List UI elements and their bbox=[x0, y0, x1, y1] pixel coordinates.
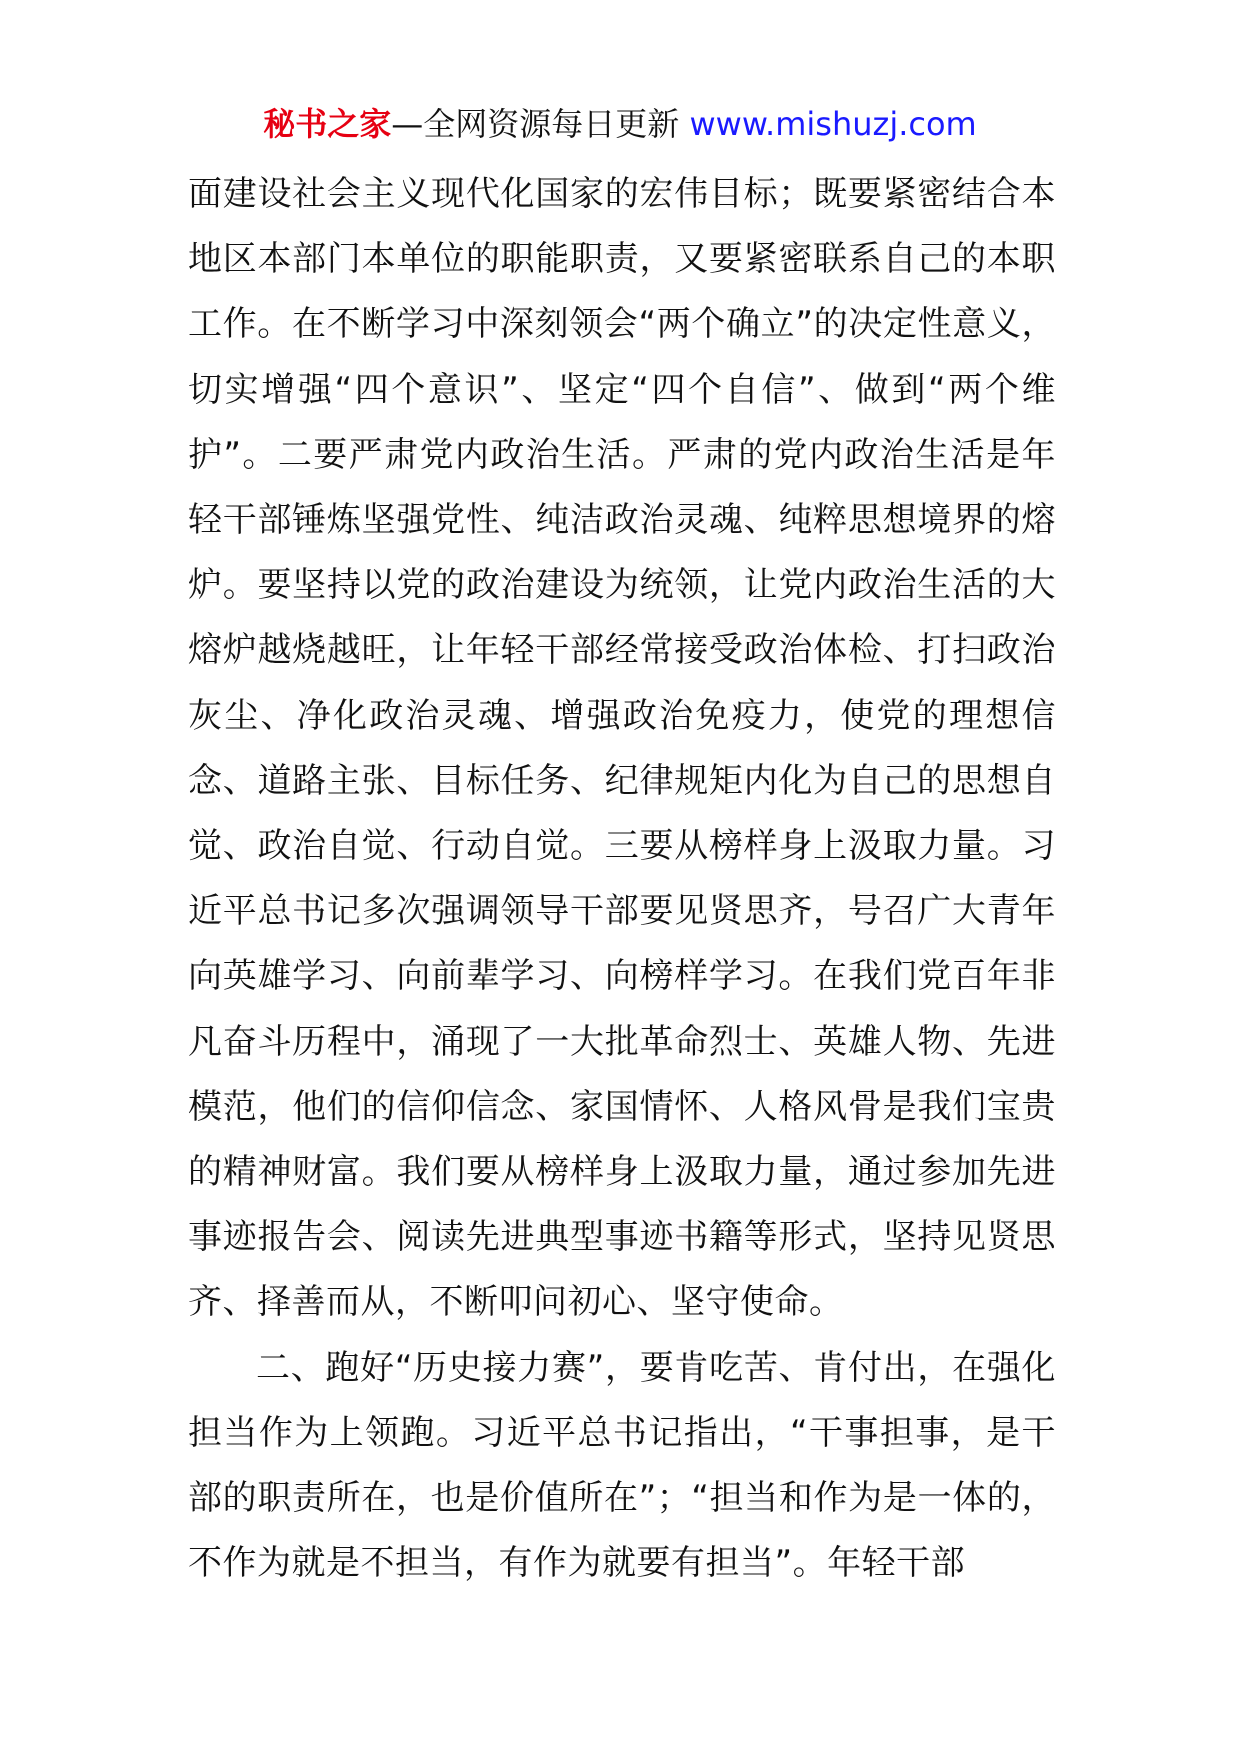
site-brand: 秘书之家 bbox=[263, 105, 392, 143]
site-tagline: —全网资源每日更新 bbox=[391, 105, 690, 143]
paragraph-section-two: 二、跑好“历史接力赛”，要肯吃苦、肯付出，在强化担当作为上领跑。习近平总书记指出，“干事担事，是干部的职责所在，也是价值所在”；“担当和作为是一体的，不作为就是不担当，有作为就要有担当”。年轻干部 bbox=[188, 1347, 1056, 1584]
paragraph-continued: 面建设社会主义现代化国家的宏伟目标；既要紧密结合本地区本部门本单位的职能职责，又要紧密联系自己的本职工作。在不断学习中深刻领会“两个确立”的决定性意义，切实增强“四个意识”、坚定“四个自信”、做到“两个维护”。二要严肃党内政治生活。严肃的党内政治生活是年轻干部锤炼坚强党性、纯洁政治灵魂、纯粹思想境界的熔炉。要坚持以党的政治建设为统领，让党内政治生活的大熔炉越烧越旺，让年轻干部经常接受政治体检、打扫政治灰尘、净化政治灵魂、增强政治免疫力，使党的理想信念、道路主张、目标任务、纪律规矩内化为自己的思想自觉、政治自觉、行动自觉。三要从榜样身上汲取力量。习近平总书记多次强调领导干部要见贤思齐，号召广大青年向英雄学习、向前辈学习、向榜样学习。在我们党百年非凡奋斗历程中，涌现了一大批革命烈士、英雄人物、先进模范，他们的信仰信念、家国情怀、人格风骨是我们宝贵的精神财富。我们要从榜样身上汲取力量，通过参加先进事迹报告会、阅读先进典型事迹书籍等形式，坚持见贤思齐、择善而从，不断叩问初心、坚守使命。 bbox=[188, 174, 1056, 1323]
page-header bbox=[0, 102, 1240, 146]
document-body bbox=[188, 162, 1056, 1596]
site-url-link[interactable]: www.mishuzj.com bbox=[689, 105, 977, 143]
